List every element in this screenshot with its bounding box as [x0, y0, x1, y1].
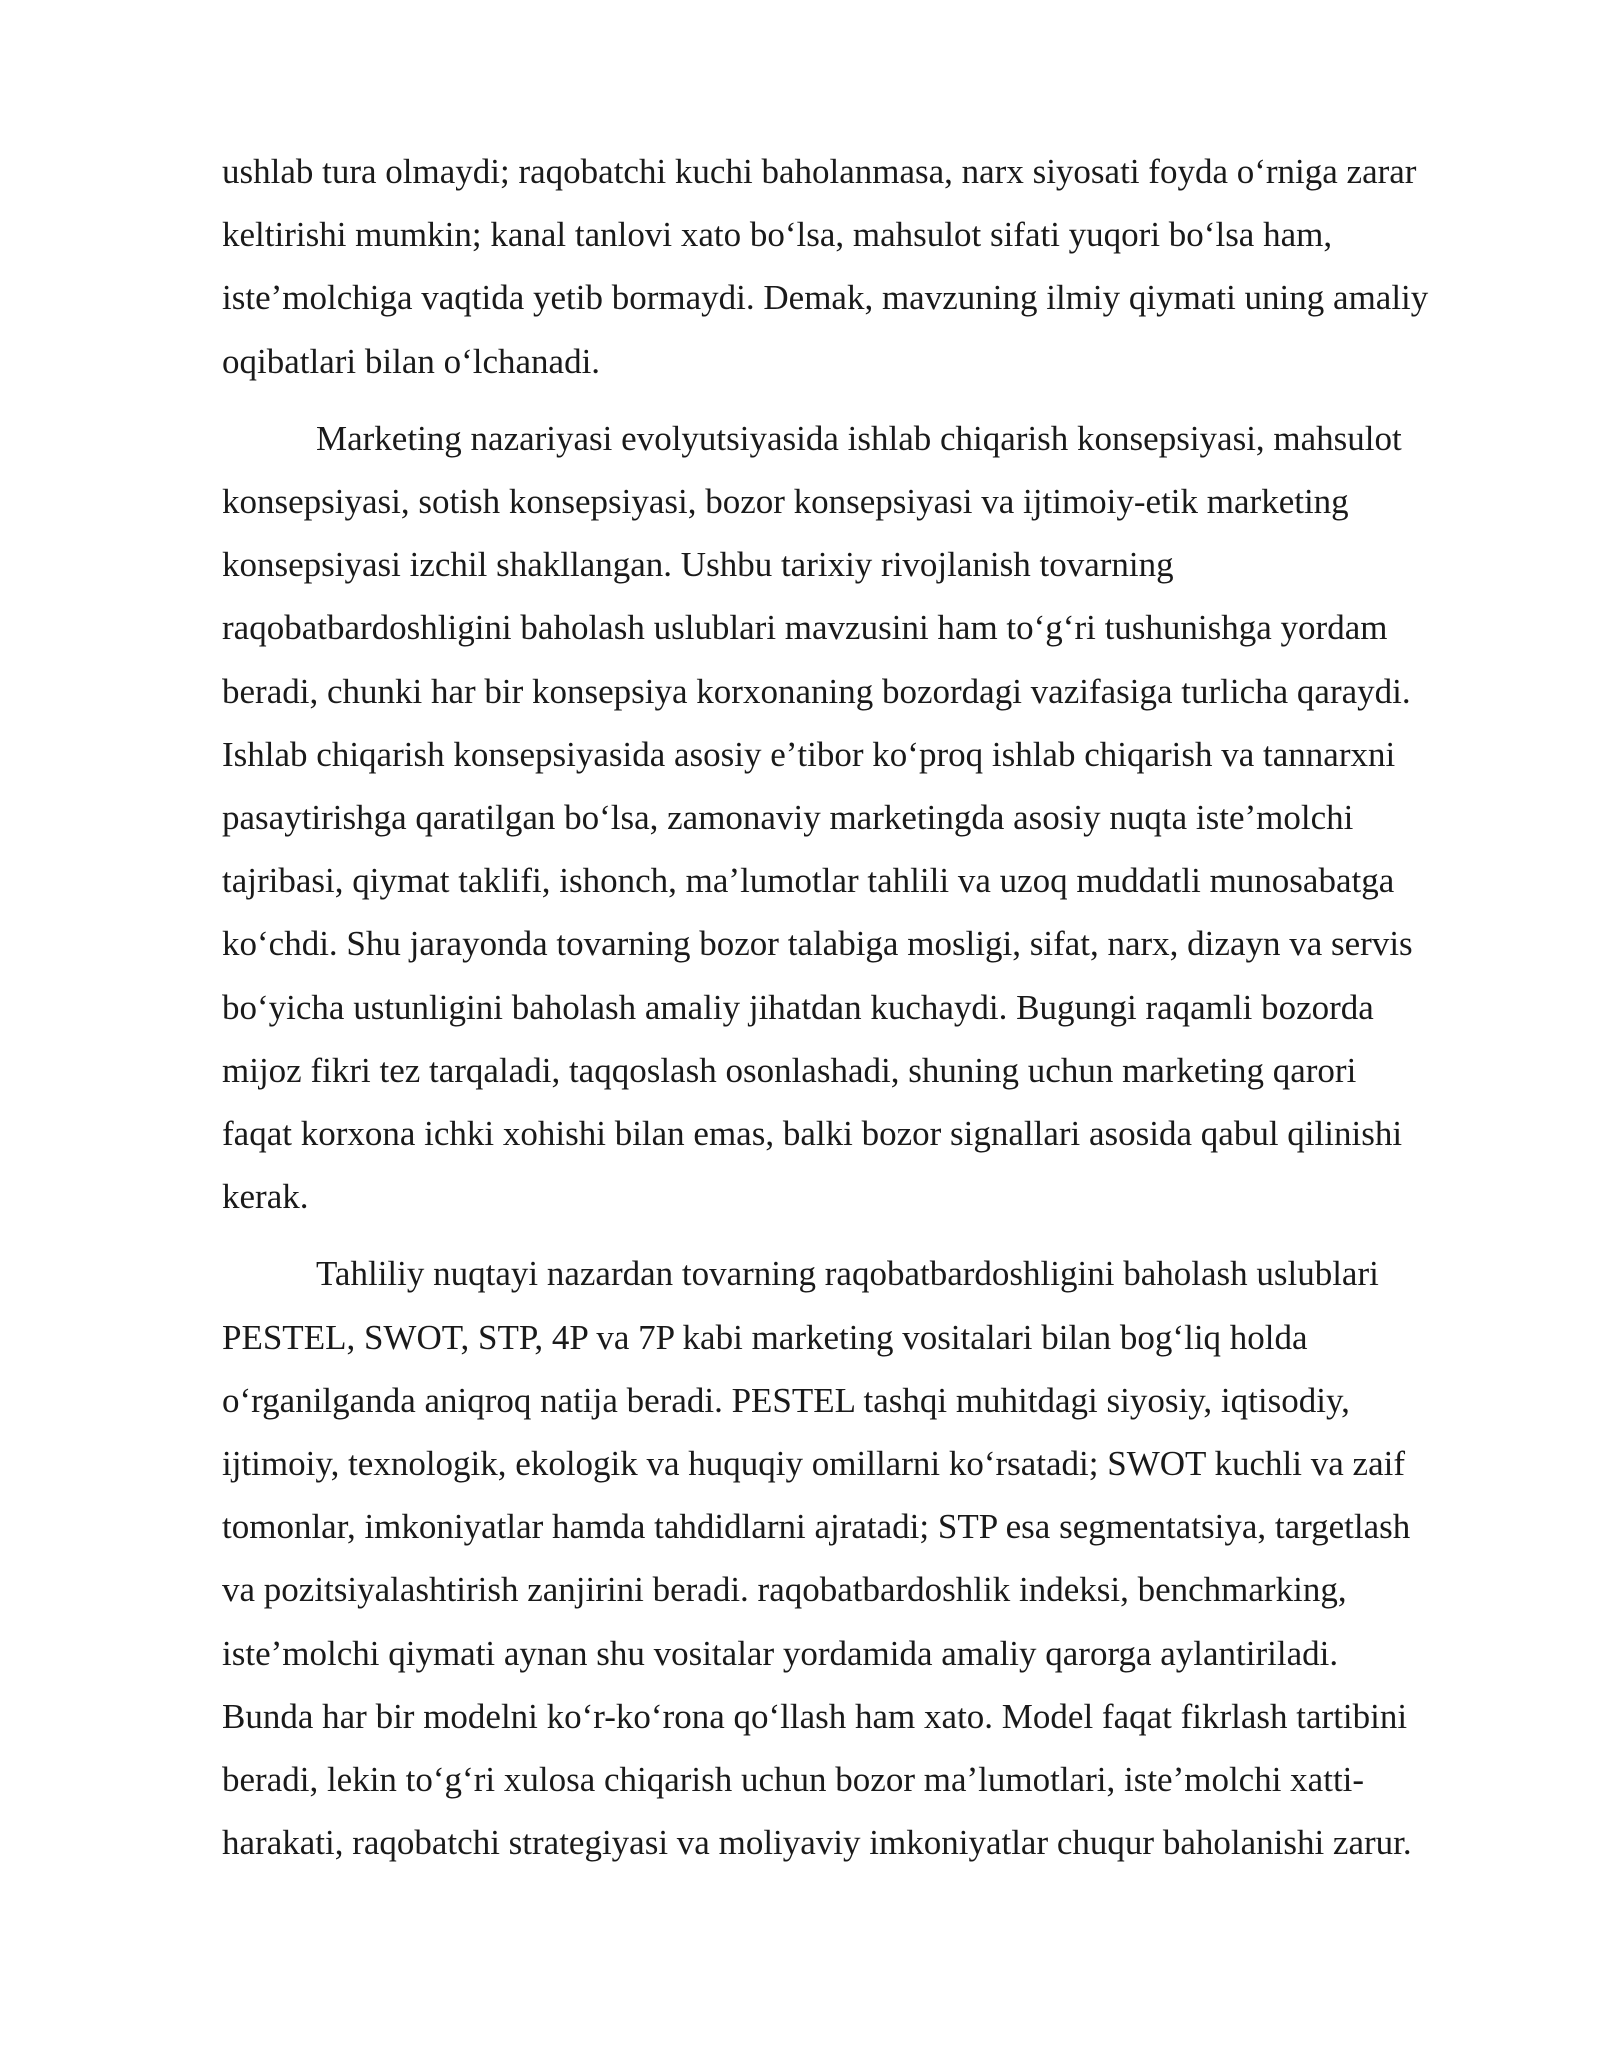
text-line: konsepsiyasi izchil shakllangan. Ushbu tarixiy rivojlanish tovarning [222, 545, 1174, 585]
text-line: Tahliliy nuqtayi nazardan tovarning raqobatbardoshligini baholash uslublari [316, 1254, 1379, 1294]
text-line: ijtimoiy, texnologik, ekologik va huquqiy omillarni koʻrsatadi; SWOT kuchli va zaif [222, 1444, 1405, 1484]
document-body [222, 140, 1484, 1888]
text-line: oqibatlari bilan oʻlchanadi. [222, 341, 601, 381]
text-line: Marketing nazariyasi evolyutsiyasida ishlab chiqarish konsepsiyasi, mahsulot [316, 418, 1402, 458]
text-line: tajribasi, qiymat taklifi, ishonch, maʼlumotlar tahlili va uzoq muddatli munosabatga [222, 861, 1395, 901]
text-line: isteʼmolchi qiymati aynan shu vositalar yordamida amaliy qarorga aylantiriladi. [222, 1633, 1339, 1673]
text-line: oʻrganilganda aniqroq natija beradi. PESTEL tashqi muhitdagi siyosiy, iqtisodiy, [222, 1380, 1350, 1420]
text-line: mijoz fikri tez tarqaladi, taqqoslash osonlashadi, shuning uchun marketing qarori [222, 1050, 1357, 1090]
paragraph-2 [222, 407, 1484, 1229]
text-line: beradi, chunki har bir konsepsiya korxonaning bozordagi vazifasiga turlicha qaraydi. [222, 671, 1411, 711]
text-line: va pozitsiyalashtirish zanjirini beradi. raqobatbardoshlik indeksi, benchmarking, [222, 1570, 1347, 1610]
text-line: ushlab tura olmaydi; raqobatchi kuchi baholanmasa, narx siyosati foyda oʻrniga zarar [222, 152, 1417, 191]
text-line: konsepsiyasi, sotish konsepsiyasi, bozor konsepsiyasi va ijtimoiy-etik marketing [222, 482, 1349, 522]
text-line: harakati, raqobatchi strategiyasi va moliyaviy imkoniyatlar chuqur baholanishi zarur. [222, 1823, 1412, 1863]
text-line: PESTEL, SWOT, STP, 4P va 7P kabi marketing vositalari bilan bogʻliq holda [222, 1317, 1308, 1357]
text-line: faqat korxona ichki xohishi bilan emas, balki bozor signallari asosida qabul qilinishi [222, 1114, 1403, 1154]
paragraph-3 [222, 1242, 1484, 1874]
text-line: isteʼmolchiga vaqtida yetib bormaydi. Demak, mavzuning ilmiy qiymati uning amaliy [222, 278, 1429, 318]
text-line: kerak. [222, 1177, 309, 1217]
text-line: koʻchdi. Shu jarayonda tovarning bozor talabiga mosligi, sifat, narx, dizayn va servis [222, 924, 1413, 964]
text-line: raqobatbardoshligini baholash uslublari mavzusini ham toʻgʻri tushunishga yordam [222, 608, 1388, 648]
text-line: Ishlab chiqarish konsepsiyasida asosiy eʼtibor koʻproq ishlab chiqarish va tannarxni [222, 734, 1396, 774]
text-line: beradi, lekin toʻgʻri xulosa chiqarish uchun bozor maʼlumotlari, isteʼmolchi xatti- [222, 1760, 1365, 1800]
text-line: pasaytirishga qaratilgan boʻlsa, zamonaviy marketingda asosiy nuqta isteʼmolchi [222, 798, 1354, 838]
text-line: Bunda har bir modelni koʻr-koʻrona qoʻllash ham xato. Model faqat fikrlash tartibini [222, 1696, 1408, 1736]
text-line: keltirishi mumkin; kanal tanlovi xato boʻlsa, mahsulot sifati yuqori boʻlsa ham, [222, 215, 1333, 255]
text-line: tomonlar, imkoniyatlar hamda tahdidlarni ajratadi; STP esa segmentatsiya, targetlash [222, 1507, 1411, 1547]
paragraph-1 [222, 140, 1484, 393]
text-line: boʻyicha ustunligini baholash amaliy jihatdan kuchaydi. Bugungi raqamli bozorda [222, 987, 1374, 1027]
